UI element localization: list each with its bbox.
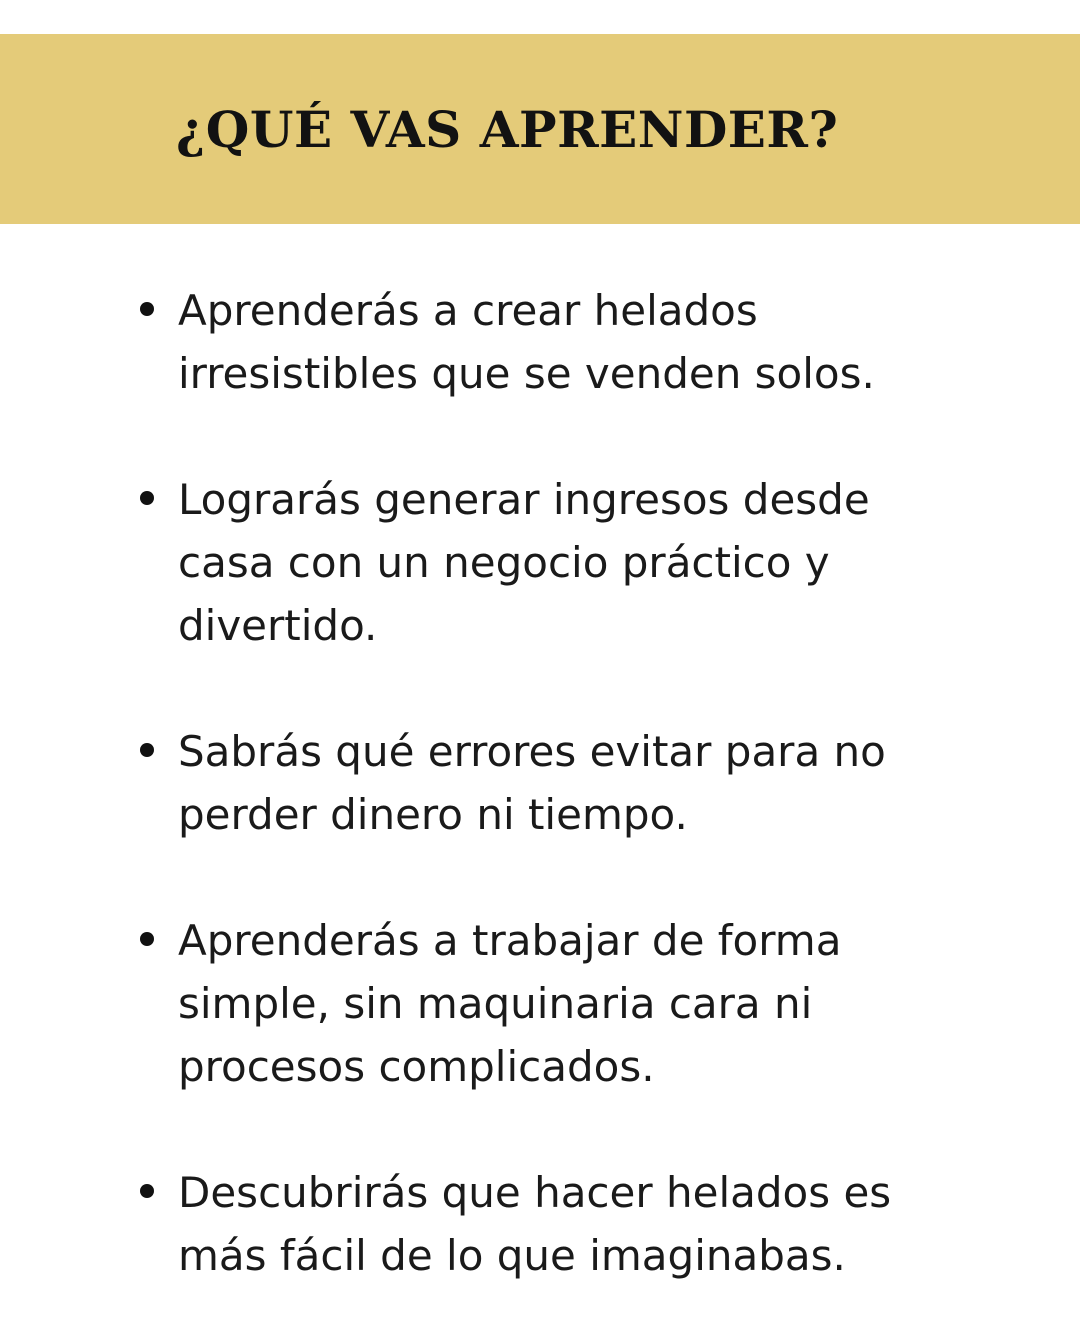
bullet-icon xyxy=(140,932,154,946)
bullet-icon xyxy=(140,491,154,505)
bullet-icon xyxy=(140,1184,154,1198)
list-item-text: Descubrirás que hacer helados es más fácil de lo que imaginabas. xyxy=(178,1168,892,1280)
list-item-text: Lograrás generar ingresos desde casa con un negocio práctico y divertido. xyxy=(178,475,870,650)
list-item-text: Sabrás qué errores evitar para no perder dinero ni tiempo. xyxy=(178,727,886,839)
page-title: ¿QUÉ VAS APRENDER? xyxy=(176,100,839,159)
list-item-text: Aprenderás a trabajar de forma simple, sin maquinaria cara ni procesos complicados. xyxy=(178,916,842,1091)
bullet-icon xyxy=(140,743,154,757)
list-item-text: Aprenderás a crear helados irresistibles que se venden solos. xyxy=(178,286,875,398)
bullet-icon xyxy=(140,302,154,316)
